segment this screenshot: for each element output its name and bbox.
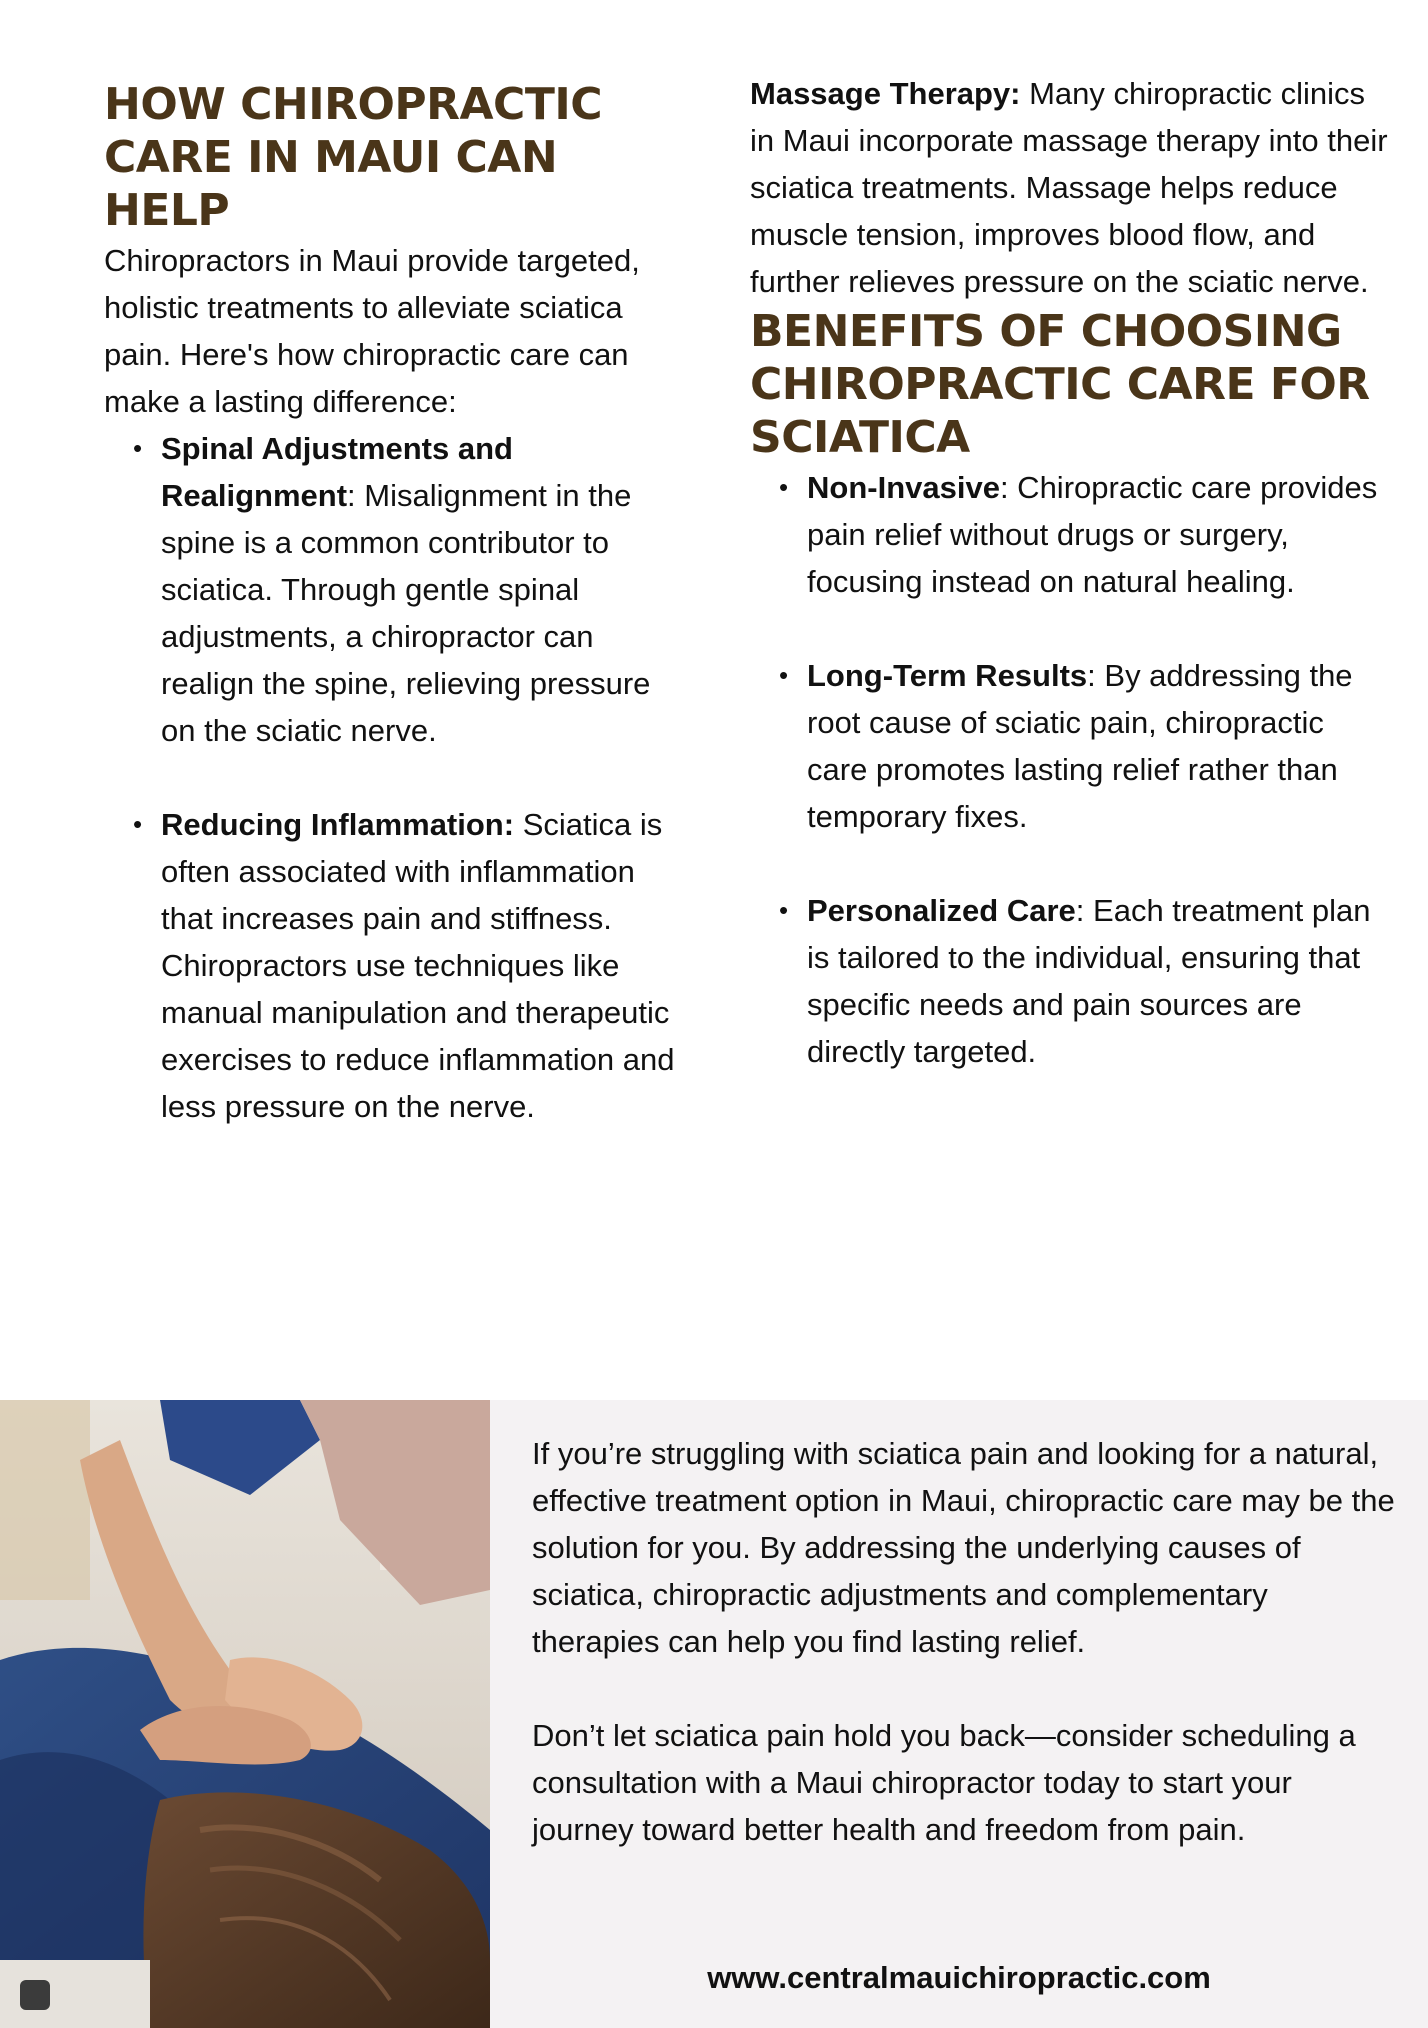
list-item-title: Non-Invasive xyxy=(807,470,1000,505)
list-item xyxy=(779,652,1390,840)
list-item-text: : By addressing the root cause of sciatic pain, chiropractic care promotes lasting relief rather than temporary fixes. xyxy=(807,658,1353,834)
cta-text xyxy=(532,1430,1402,1853)
chiropractic-treatment-photo xyxy=(0,1400,490,2028)
cta-paragraph-1: If you’re struggling with sciatica pain and looking for a natural, effective treatment option in Maui, chiropractic care may be the solution for you. By addressing the underlying causes of sciatica, chiropractic adjustments and complementary therapies can help you find lasting relief. xyxy=(532,1436,1395,1659)
cta-paragraph-2: Don’t let sciatica pain hold you back—consider scheduling a consultation with a Maui chiropractor today to start your journey toward better health and freedom from pain. xyxy=(532,1718,1356,1847)
intro-paragraph: Chiropractors in Maui provide targeted, holistic treatments to alleviate sciatica pain. Here's how chiropractic care can make a lasting difference: xyxy=(104,243,640,419)
list-item-text: Misalignment in the spine is a common contributor to sciatica. Through gentle spinal adjustments, a chiropractor can realign the spine, relieving pressure on the sciatic nerve. xyxy=(161,478,651,748)
bullet-icon: • xyxy=(779,895,789,925)
list-item-separator: : xyxy=(347,478,356,513)
call-to-action-panel xyxy=(0,1400,1428,2028)
list-item-title: Reducing Inflammation: xyxy=(161,807,515,842)
massage-therapy-title: Massage Therapy: xyxy=(750,76,1021,111)
left-column xyxy=(104,78,684,1130)
benefits-list xyxy=(750,464,1390,1075)
section-heading-how-chiropractic-helps: HOW CHIROPRACTIC CARE IN MAUI CAN HELP xyxy=(104,79,602,236)
treatment-list xyxy=(104,425,684,1130)
photo-illustration xyxy=(0,1400,490,2028)
list-item-title: Long-Term Results xyxy=(807,658,1088,693)
bullet-icon: • xyxy=(779,472,789,502)
list-item-text: : Each treatment plan is tailored to the individual, ensuring that specific needs and pain sources are directly targeted. xyxy=(807,893,1371,1069)
list-item-text: : Chiropractic care provides pain relief without drugs or surgery, focusing instead on natural healing. xyxy=(807,470,1378,599)
bullet-icon: • xyxy=(133,809,143,839)
list-item-text: Sciatica is often associated with inflammation that increases pain and stiffness. Chiropractors use techniques like manual manipulation and therapeutic exercises to reduce inflammation and less pressure on the nerve. xyxy=(161,807,675,1124)
section-heading-benefits: BENEFITS OF CHOOSING CHIROPRACTIC CARE FOR SCIATICA xyxy=(750,306,1370,463)
massage-therapy-paragraph xyxy=(750,70,1390,305)
massage-therapy-text: Many chiropractic clinics in Maui incorporate massage therapy into their sciatica treatments. Massage helps reduce muscle tension, improves blood flow, and further relieves pressure on the sciatic nerve. xyxy=(750,76,1388,299)
list-item-title: Spinal Adjustments and Realignment xyxy=(161,431,513,513)
right-column xyxy=(750,70,1390,1075)
bullet-icon: • xyxy=(133,433,143,463)
list-item xyxy=(779,464,1390,605)
list-item xyxy=(133,801,684,1130)
list-item-title: Personalized Care xyxy=(807,893,1076,928)
list-item xyxy=(779,887,1390,1075)
bullet-icon: • xyxy=(779,660,789,690)
website-link[interactable]: www.centralmauichiropractic.com xyxy=(707,1960,1211,1995)
list-item xyxy=(133,425,684,754)
